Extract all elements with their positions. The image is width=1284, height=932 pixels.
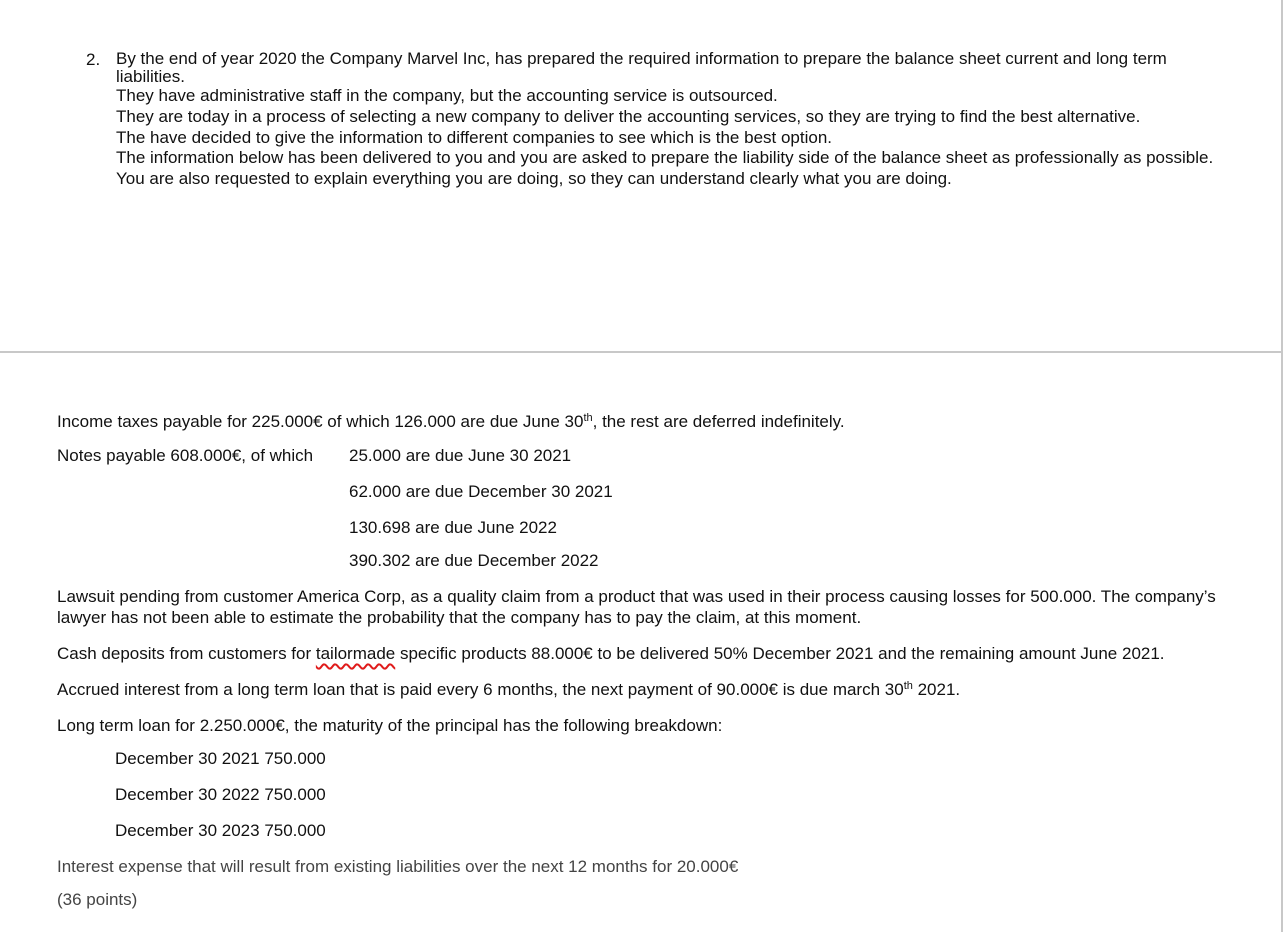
question-selection-text: They are today in a process of selecting a new company to deliver the accounting services, so they are trying to find the best alternative. bbox=[116, 106, 1141, 126]
income-taxes-superscript: th bbox=[583, 412, 593, 424]
accrued-interest-text: Accrued interest from a long term loan that is paid every 6 months, the next payment of 90.000€ is due march 30 bbox=[57, 680, 904, 699]
misspelled-word[interactable]: tailormade bbox=[315, 644, 396, 663]
accrued-interest-line bbox=[57, 680, 960, 700]
notes-item-3: 130.698 are due June 2022 bbox=[349, 518, 557, 537]
deposits-line bbox=[57, 644, 1165, 664]
loan-breakdown-item-1: December 30 2021 750.000 bbox=[115, 749, 326, 768]
lawsuit-text: Lawsuit pending from customer America Corp, as a quality claim from a product that was used in their process causing losses for 500.000. The company’s lawyer has not been able to estimate the probability that the company has to pay the claim, at this moment. bbox=[57, 587, 1216, 627]
document-page-top bbox=[0, 0, 1283, 353]
deposits-text-end: specific products 88.000€ to be delivered 50% December 2021 and the remaining amount June 2021. bbox=[395, 644, 1165, 663]
deposits-text: Cash deposits from customers for bbox=[57, 644, 316, 663]
question-task-text: The information below has been delivered to you and you are asked to prepare the liability side of the balance sheet as professionally as possible. You are also requested to explain everything you are doing, so they can understand clearly what you are doing. bbox=[116, 148, 1214, 189]
question-staff-text: They have administrative staff in the company, but the accounting service is outsourced. bbox=[116, 86, 778, 105]
accrued-interest-text-end: 2021. bbox=[912, 680, 961, 699]
long-term-loan-intro: Long term loan for 2.250.000€, the maturity of the principal has the following breakdown: bbox=[57, 716, 723, 735]
income-taxes-text: Income taxes payable for 225.000€ of which 126.000 are due June 30 bbox=[57, 412, 584, 431]
accrued-interest-superscript: th bbox=[903, 680, 913, 692]
notes-payable-label: Notes payable 608.000€, of which bbox=[57, 446, 314, 465]
points-label: (36 points) bbox=[57, 890, 138, 909]
interest-expense-text: Interest expense that will result from existing liabilities over the next 12 months for 20.000€ bbox=[57, 857, 739, 876]
question-body bbox=[116, 50, 1216, 190]
question-companies-text: The have decided to give the information to different companies to see which is the best option. bbox=[116, 127, 833, 147]
notes-item-2: 62.000 are due December 30 2021 bbox=[349, 482, 613, 501]
document-page-bottom bbox=[0, 353, 1283, 932]
loan-breakdown-item-3: December 30 2023 750.000 bbox=[115, 821, 326, 840]
notes-item-4: 390.302 are due December 2022 bbox=[349, 551, 599, 570]
question-intro-text: By the end of year 2020 the Company Marvel Inc, has prepared the required information to prepare the balance sheet current and long term liabilities. bbox=[116, 49, 1167, 86]
notes-item-1: 25.000 are due June 30 2021 bbox=[349, 446, 572, 465]
loan-breakdown-item-2: December 30 2022 750.000 bbox=[115, 785, 326, 804]
question-number: 2. bbox=[86, 50, 101, 69]
income-taxes-line bbox=[57, 412, 845, 432]
income-taxes-text-end: , the rest are deferred indefinitely. bbox=[592, 412, 845, 431]
